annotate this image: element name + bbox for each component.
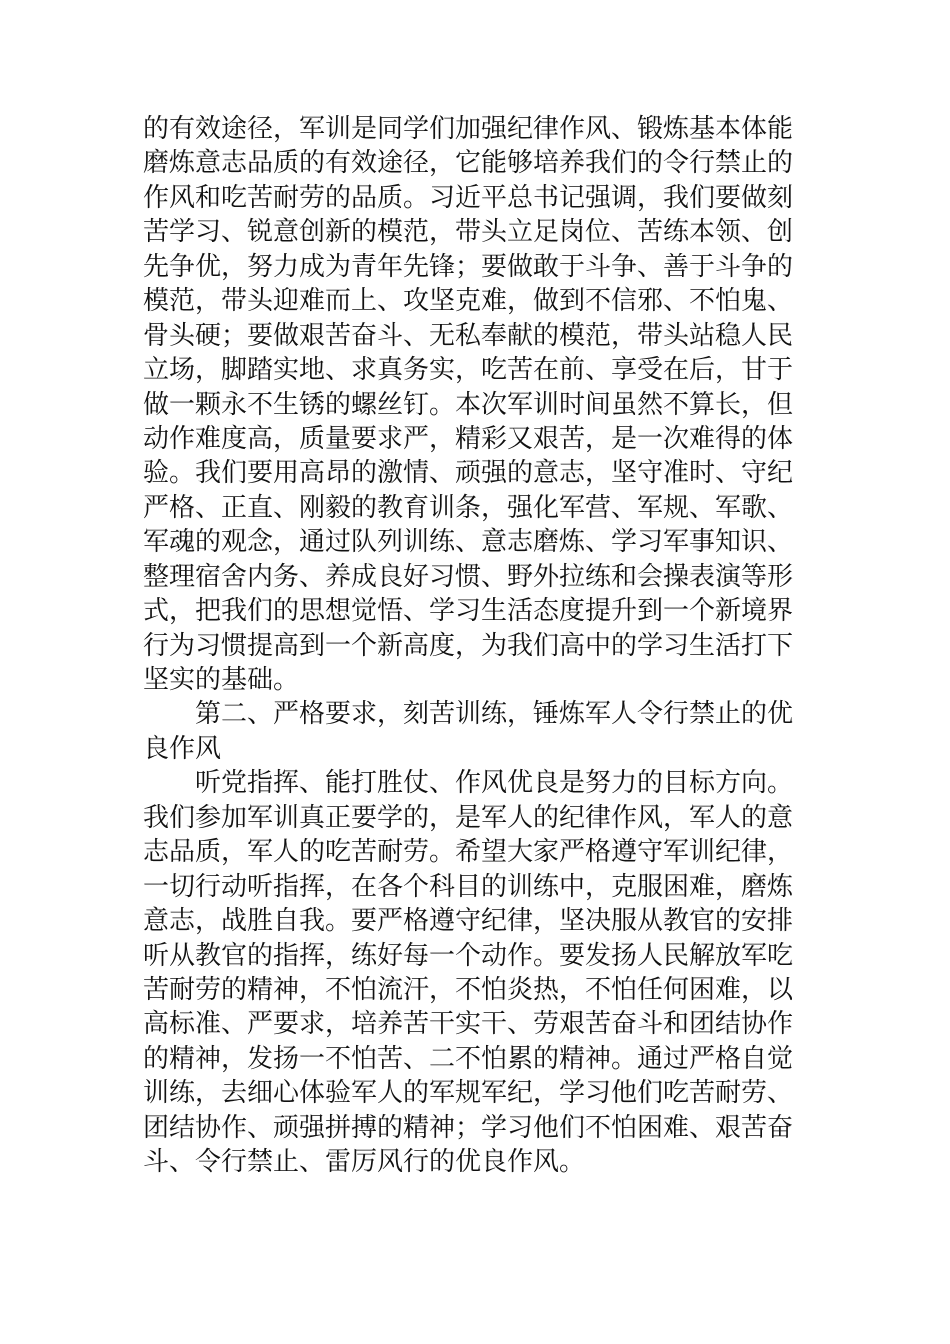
text-line: 骨头硬；要做艰苦奋斗、无私奉献的模范，带头站稳人民 — [143, 320, 794, 351]
text-line: 模范，带头迎难而上、攻坚克难，做到不信邪、不怕鬼、 — [143, 286, 794, 317]
document-body — [143, 112, 807, 1180]
text-line: 高标准、严要求，培养苦干实干、劳艰苦奋斗和团结协作 — [143, 1009, 794, 1040]
text-line: 做一颗永不生锈的螺丝钉。本次军训时间虽然不算长，但 — [143, 389, 794, 420]
text-line: 听党指挥、能打胜仗、作风优良是努力的目标方向。 — [195, 768, 794, 799]
text-line: 斗、令行禁止、雷厉风行的优良作风。 — [143, 1147, 586, 1178]
text-line: 严格、正直、刚毅的教育训条，强化军营、军规、军歌、 — [143, 492, 794, 523]
text-line: 行为习惯提高到一个新高度，为我们高中的学习生活打下 — [143, 630, 794, 661]
text-line: 坚实的基础。 — [143, 665, 300, 695]
section-heading-continued: 良作风 — [143, 733, 222, 764]
text-line: 团结协作、顽强拼搏的精神；学习他们不怕困难、艰苦奋 — [143, 1112, 794, 1143]
text-line: 整理宿舍内务、养成良好习惯、野外拉练和会操表演等形 — [143, 561, 794, 592]
text-line: 的有效途径，军训是同学们加强纪律作风、锻炼基本体能 — [143, 114, 794, 144]
text-line: 立场，脚踏实地、求真务实，吃苦在前、享受在后，甘于 — [143, 355, 794, 386]
text-line: 式，把我们的思想觉悟、学习生活态度提升到一个新境界 — [143, 596, 794, 627]
text-line: 动作难度高，质量要求严，精彩又艰苦，是一次难得的体 — [143, 423, 794, 454]
text-line: 验。我们要用高昂的激情、顽强的意志，坚守准时、守纪 — [143, 458, 794, 489]
text-line: 一切行动听指挥，在各个科目的训练中，克服困难，磨炼 — [143, 871, 794, 902]
text-line: 先争优，努力成为青年先锋；要做敢于斗争、善于斗争的 — [143, 251, 794, 282]
text-line: 听从教官的指挥，练好每一个动作。要发扬人民解放军吃 — [143, 940, 794, 971]
text-line: 军魂的观念，通过队列训练、意志磨炼、学习军事知识、 — [143, 527, 794, 558]
text-line: 我们参加军训真正要学的，是军人的纪律作风，军人的意 — [143, 802, 794, 833]
text-line: 作风和吃苦耐劳的品质。习近平总书记强调，我们要做刻 — [143, 182, 794, 213]
text-line: 意志，战胜自我。要严格遵守纪律，坚决服从教官的安排 — [143, 906, 794, 937]
section-heading: 第二、严格要求，刻苦训练，锤炼军人令行禁止的优 — [195, 699, 794, 730]
text-line: 志品质，军人的吃苦耐劳。希望大家严格遵守军训纪律， — [143, 837, 794, 868]
text-line: 的精神，发扬一不怕苦、二不怕累的精神。通过严格自觉 — [143, 1043, 794, 1074]
text-line: 磨炼意志品质的有效途径，它能够培养我们的令行禁止的 — [143, 148, 794, 179]
text-line: 训练，去细心体验军人的军规军纪，学习他们吃苦耐劳、 — [143, 1078, 794, 1109]
text-line: 苦学习、锐意创新的模范，带头立足岗位、苦练本领、创 — [143, 217, 794, 248]
text-line: 苦耐劳的精神，不怕流汗，不怕炎热，不怕任何困难，以 — [143, 974, 794, 1005]
